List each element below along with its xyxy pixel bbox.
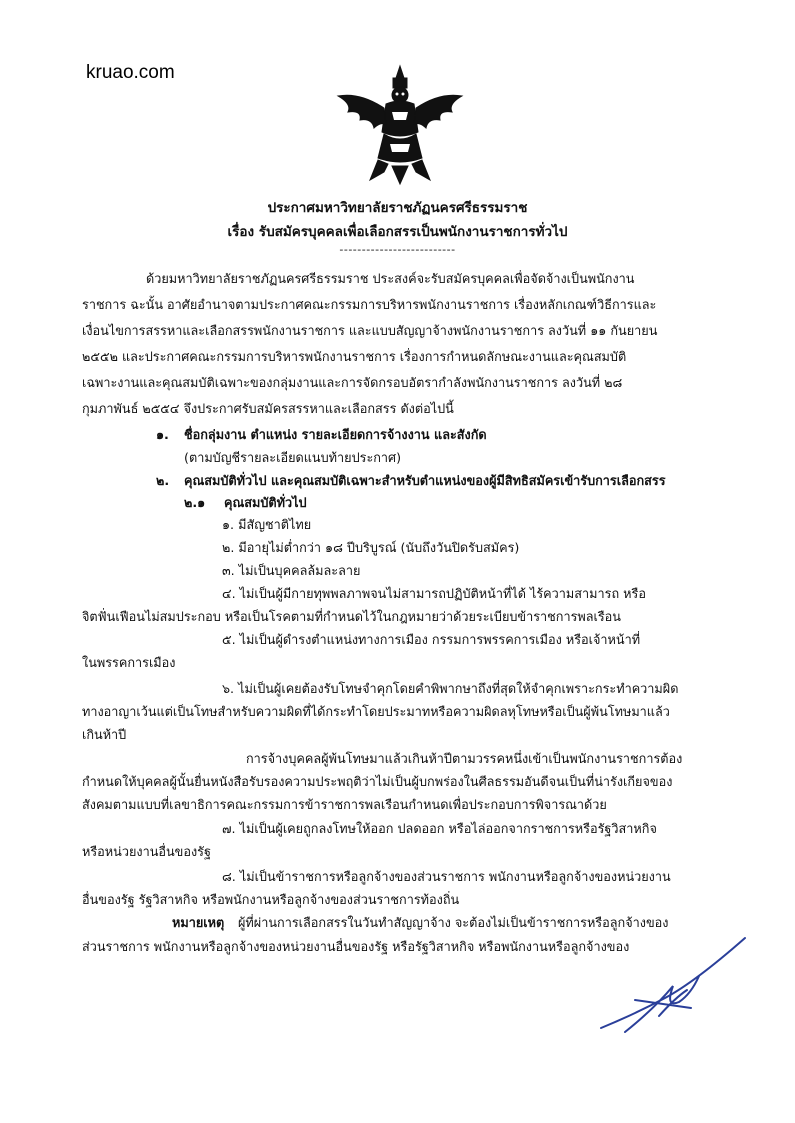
item-6-line-3: เกินห้าปี: [82, 727, 127, 742]
item-1: ๑. มีสัญชาติไทย: [222, 517, 312, 532]
intro-line-6: กุมภาพันธ์ ๒๕๕๔ จึงประกาศรับสมัครสรรหาและเลือกสรร ดังต่อไปนี้: [82, 401, 454, 416]
item-6-paragraph-line-3: สังคมตามแบบที่เลขาธิการคณะกรรมการข้าราชการพลเรือนกำหนดเพื่อประกอบการพิจารณาด้วย: [82, 797, 607, 812]
item-5-line-2: ในพรรคการเมือง: [82, 655, 176, 670]
item-4-line-2: จิตฟั่นเฟือนไม่สมประกอบ หรือเป็นโรคตามที่กำหนดไว้ในกฎหมายว่าด้วยระเบียบข้าราชการพลเรือน: [82, 609, 621, 624]
item-4-line-1: ๔. ไม่เป็นผู้มีกายทุพพลภาพจนไม่สามารถปฏิบัติหน้าที่ได้ ไร้ความสามารถ หรือ: [222, 586, 646, 601]
section-2-1-heading: คุณสมบัติทั่วไป: [224, 495, 307, 510]
document-title: ประกาศมหาวิทยาลัยราชภัฏนครศรีธรรมราช: [267, 200, 528, 216]
item-7-line-2: หรือหน่วยงานอื่นของรัฐ: [82, 844, 211, 859]
document-subject: เรื่อง รับสมัครบุคคลเพื่อเลือกสรรเป็นพนักงานราชการทั่วไป: [227, 224, 568, 240]
watermark: kruao.com: [86, 62, 175, 83]
intro-line-5: เฉพาะงานและคุณสมบัติเฉพาะของกลุ่มงานและการจัดกรอบอัตรากำลังพนักงานราชการ ลงวันที่ ๒๘: [82, 375, 623, 390]
item-5-line-1: ๕. ไม่เป็นผู้ดำรงตำแหน่งทางการเมือง กรรมการพรรคการเมือง หรือเจ้าหน้าที่: [222, 632, 641, 647]
remark-line-2: ส่วนราชการ พนักงานหรือลูกจ้างของหน่วยงานอื่นของรัฐ หรือรัฐวิสาหกิจ หรือพนักงานหรือลูกจ้างของ: [82, 939, 630, 954]
section-2-number: ๒.: [156, 473, 170, 488]
handwritten-signature-icon: [595, 928, 765, 1038]
intro-line-3: เงื่อนไขการสรรหาและเลือกสรรพนักงานราชการ และแบบสัญญาจ้างพนักงานราชการ ลงวันที่ ๑๑ กันยายน: [82, 323, 658, 338]
item-8-line-2: อื่นของรัฐ รัฐวิสาหกิจ หรือพนักงานหรือลูกจ้างของส่วนราชการท้องถิ่น: [82, 892, 460, 907]
item-7-line-1: ๗. ไม่เป็นผู้เคยถูกลงโทษให้ออก ปลดออก หรือไล่ออกจากราชการหรือรัฐวิสาหกิจ: [222, 821, 657, 836]
section-1-number: ๑.: [156, 427, 169, 442]
garuda-emblem-icon: [330, 62, 470, 190]
title-separator: --------------------------: [339, 243, 456, 256]
item-8-line-1: ๘. ไม่เป็นข้าราชการหรือลูกจ้างของส่วนราชการ พนักงานหรือลูกจ้างของหน่วยงาน: [222, 869, 671, 884]
section-1-heading: ชื่อกลุ่มงาน ตำแหน่ง รายละเอียดการจ้างงาน และสังกัด: [184, 427, 487, 442]
item-6-paragraph-line-1: การจ้างบุคคลผู้พ้นโทษมาแล้วเกินห้าปีตามวรรคหนึ่งเข้าเป็นพนักงานราชการต้อง: [246, 751, 683, 766]
item-6-line-1: ๖. ไม่เป็นผู้เคยต้องรับโทษจำคุกโดยคำพิพากษาถึงที่สุดให้จำคุกเพราะกระทำความผิด: [222, 681, 679, 696]
intro-line-4: ๒๕๕๒ และประกาศคณะกรรมการบริหารพนักงานราชการ เรื่องการกำหนดลักษณะงานและคุณสมบัติ: [82, 349, 627, 364]
intro-line-1: ด้วยมหาวิทยาลัยราชภัฏนครศรีธรรมราช ประสงค์จะรับสมัครบุคคลเพื่อจัดจ้างเป็นพนักงาน: [146, 271, 635, 286]
item-6-paragraph-line-2: กำหนดให้บุคคลผู้นั้นยื่นหนังสือรับรองความประพฤติว่าไม่เป็นผู้บกพร่องในศีลธรรมอันดีจนเป็นที่น่ารังเกียจของ: [82, 774, 673, 789]
item-6-line-2: ทางอาญาเว้นแต่เป็นโทษสำหรับความผิดที่ได้กระทำโดยประมาทหรือความผิดลหุโทษหรือเป็นผู้พ้นโทษมาแล้ว: [82, 704, 670, 719]
remark-line-1: ผู้ที่ผ่านการเลือกสรรในวันทำสัญญาจ้าง จะต้องไม่เป็นข้าราชการหรือลูกจ้างของ: [238, 915, 669, 930]
remark-label: หมายเหตุ: [172, 915, 225, 930]
intro-line-2: ราชการ ฉะนั้น อาศัยอำนาจตามประกาศคณะกรรมการบริหารพนักงานราชการ เรื่องหลักเกณฑ์วิธีการและ: [82, 297, 657, 312]
section-2-1-number: ๒.๑: [184, 495, 206, 510]
section-1-note: (ตามบัญชีรายละเอียดแนบท้ายประกาศ): [184, 450, 402, 465]
item-3: ๓. ไม่เป็นบุคคลล้มละลาย: [222, 563, 361, 578]
item-2: ๒. มีอายุไม่ต่ำกว่า ๑๘ ปีบริบูรณ์ (นับถึงวันปิดรับสมัคร): [222, 540, 520, 555]
section-2-heading: คุณสมบัติทั่วไป และคุณสมบัติเฉพาะสำหรับตำแหน่งของผู้มีสิทธิสมัครเข้ารับการเลือกสรร: [184, 473, 666, 488]
